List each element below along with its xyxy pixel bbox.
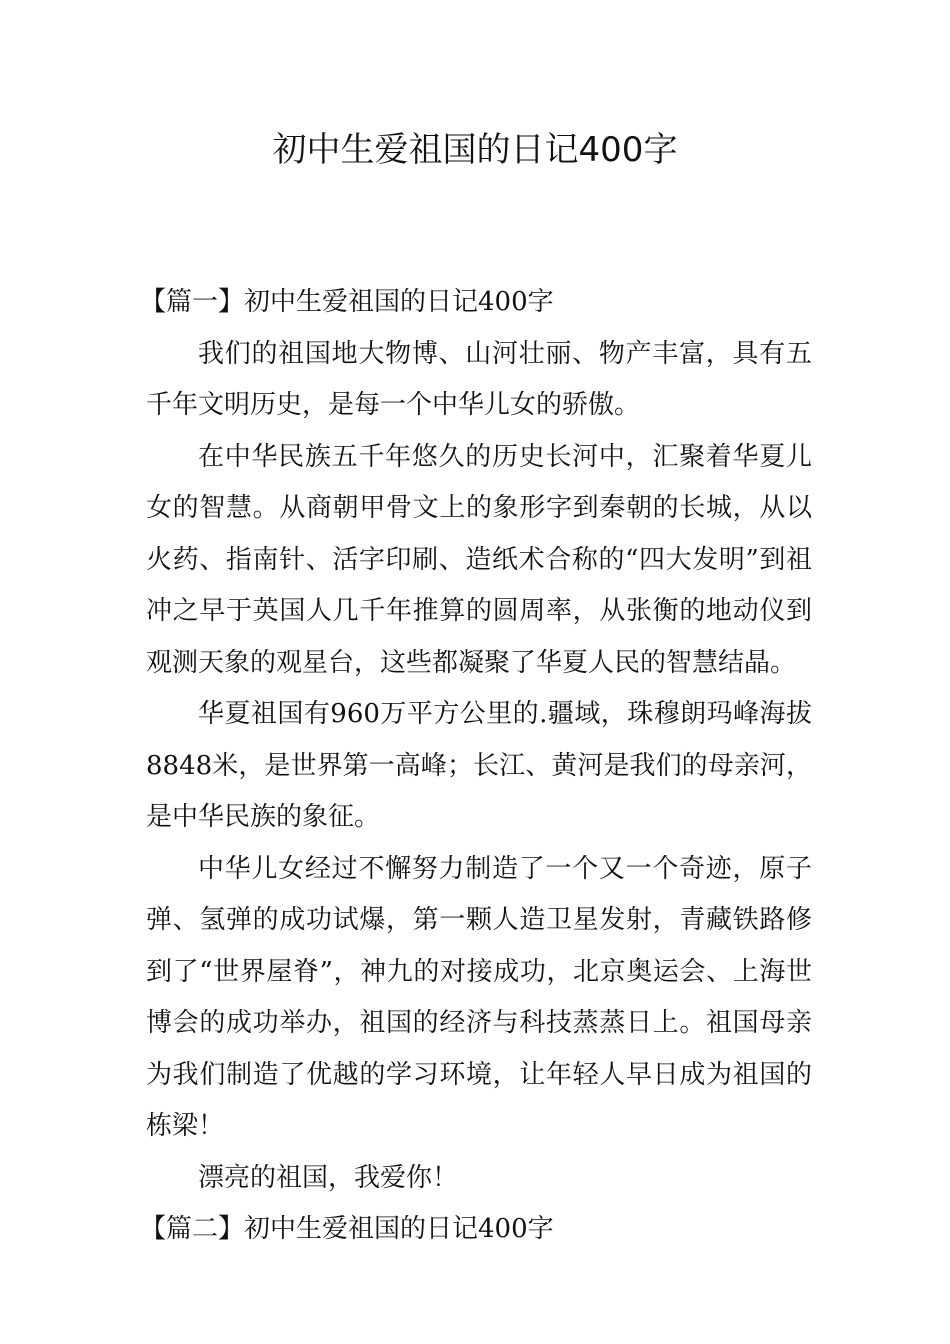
paragraph-3: 华夏祖国有960万平方公里的.疆域，珠穆朗玛峰海拔8848米，是世界第一高峰；长江、黄河是我们的母亲河，是中华民族的象征。: [146, 699, 812, 832]
section-heading-2: 【篇二】初中生爱祖国的日记400字: [140, 1214, 554, 1244]
paragraph-1: 我们的祖国地大物博、山河壮丽、物产丰富，具有五千年文明历史，是每一个中华儿女的骄傲。: [146, 338, 812, 420]
paragraph-4: 中华儿女经过不懈努力制造了一个又一个奇迹，原子弹、氢弹的成功试爆，第一颗人造卫星发射，青藏铁路修到了“世界屋脊”，神九的对接成功，北京奥运会、上海世博会的成功举办，祖国的经济与科技蒸蒸日上。祖国母亲为我们制造了优越的学习环境，让年轻人早日成为祖国的栋梁！: [146, 853, 812, 1141]
document-title: 初中生爱祖国的日记400字: [272, 130, 678, 170]
document-body: [140, 277, 812, 1256]
paragraph-2: 在中华民族五千年悠久的历史长河中，汇聚着华夏儿女的智慧。从商朝甲骨文上的象形字到秦朝的长城，从以火药、指南针、活字印刷、造纸术合称的“四大发明”到祖冲之早于英国人几千年推算的圆周率，从张衡的地动仪到观测天象的观星台，这些都凝聚了华夏人民的智慧结晶。: [146, 441, 812, 678]
section-heading-1: 【篇一】初中生爱祖国的日记400字: [140, 287, 554, 317]
paragraph-5: 漂亮的祖国，我爱你！: [198, 1162, 459, 1193]
